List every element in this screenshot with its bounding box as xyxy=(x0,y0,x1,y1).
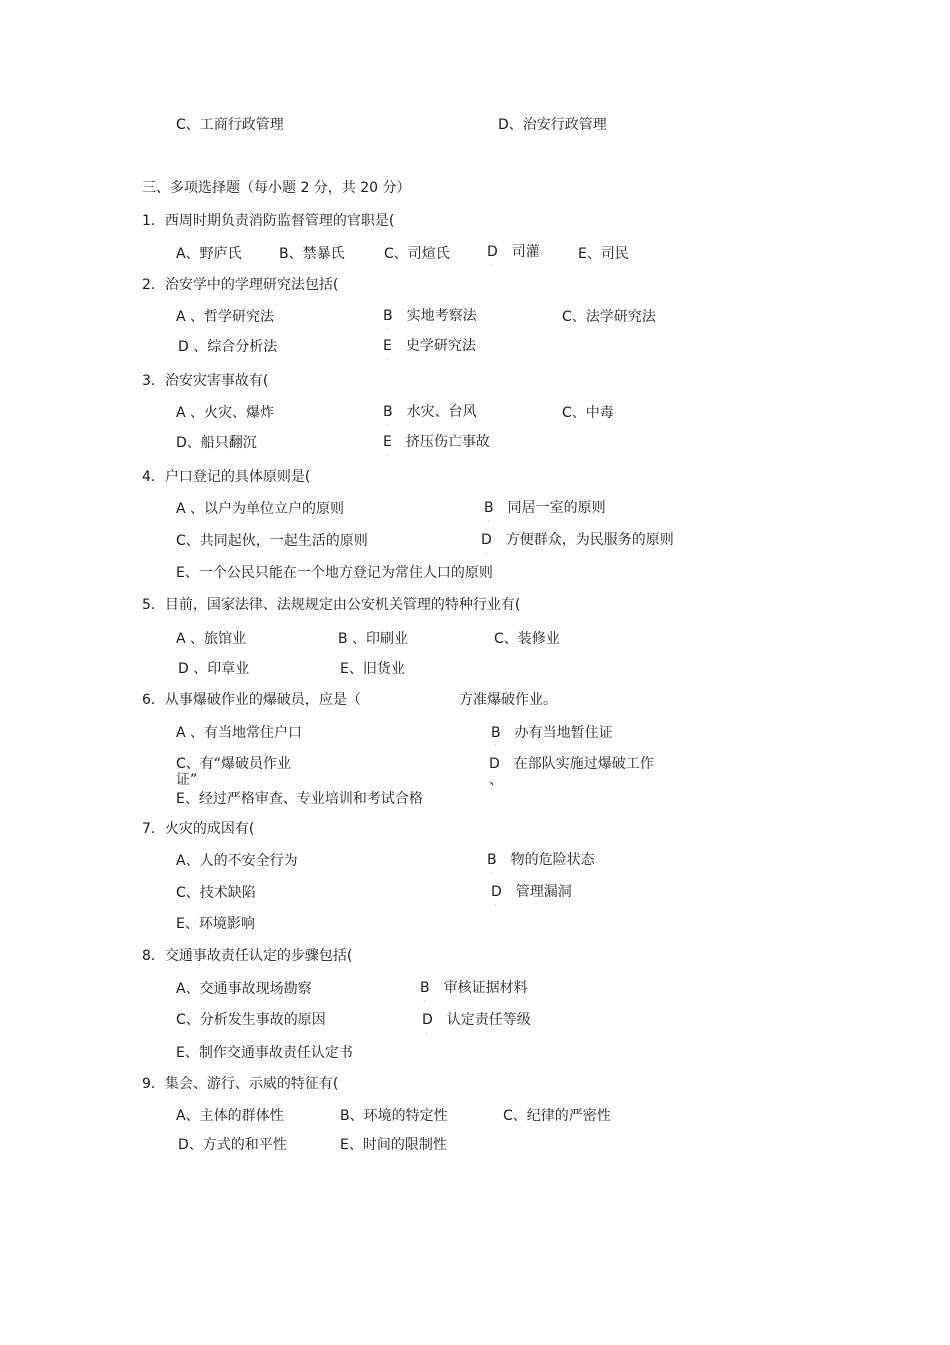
q3-option-a: A 、火灾、爆炸 xyxy=(176,405,275,421)
q4-option-e: E、一个公民只能在一个地方登记为常住人口的原则 xyxy=(176,565,493,581)
q9-option-d: D、方式的和平性 xyxy=(178,1137,287,1153)
q3-option-d: D、船只翻沉 xyxy=(176,435,257,451)
question-2-stem: 2．治安学中的学理研究法包括( xyxy=(142,277,339,293)
scan-dot: · xyxy=(386,325,389,334)
q8-option-b: B 审核证据材料 xyxy=(420,980,528,996)
option-c-prev: C、工商行政管理 xyxy=(176,117,284,133)
q8-option-a: A、交通事故现场勘察 xyxy=(176,981,312,997)
q1-option-b: B、禁暴氏 xyxy=(279,246,345,262)
question-5-stem: 5．目前，国家法律、法规规定由公安机关管理的特种行业有( xyxy=(142,597,521,613)
q6-option-c: C、有“爆破员作业 xyxy=(176,756,292,772)
q9-option-e: E、时间的限制性 xyxy=(340,1137,447,1153)
scan-dot: · xyxy=(490,869,493,878)
q8-option-d: D 认定责任等级 xyxy=(422,1012,531,1028)
scan-dot: · xyxy=(490,261,493,270)
q6-option-e: E、经过严格审查、专业培训和考试合格 xyxy=(176,791,423,807)
q6-option-a: A 、有当地常住户口 xyxy=(176,725,303,741)
q4-option-c: C、共同起伙，一起生活的原则 xyxy=(176,533,368,549)
q5-option-b: B 、印刷业 xyxy=(338,631,409,647)
q7-option-c: C、技术缺陷 xyxy=(176,885,256,901)
scan-dot: · xyxy=(386,421,389,430)
question-9-stem: 9．集会、游行、示威的特征有( xyxy=(142,1076,339,1092)
q6-option-c-wrap: 证” xyxy=(176,772,198,788)
q6-option-d-wrap: 、 xyxy=(489,772,503,788)
section-title: 三、多项选择题（每小题 2 分，共 20 分） xyxy=(142,180,411,196)
q3-option-c: C、中毒 xyxy=(562,405,614,421)
question-3-stem: 3．治安灾害事故有( xyxy=(142,373,269,389)
scan-dot: · xyxy=(494,901,497,910)
q2-option-e: E 史学研究法 xyxy=(383,338,476,354)
q3-option-e: E 挤压伤亡事故 xyxy=(383,434,490,450)
question-7-stem: 7．火灾的成因有( xyxy=(142,821,255,837)
q5-option-c: C、装修业 xyxy=(494,631,560,647)
scan-dot: · xyxy=(386,355,389,364)
q7-option-d: D 管理漏洞 xyxy=(491,884,572,900)
q2-option-a: A 、哲学研究法 xyxy=(176,309,275,325)
q6-option-d: D 在部队实施过爆破工作 xyxy=(489,756,654,772)
question-4-stem: 4．户口登记的具体原则是( xyxy=(142,469,311,485)
q7-option-a: A、人的不安全行为 xyxy=(176,853,298,869)
q1-option-c: C、司煊氏 xyxy=(384,246,450,262)
question-1-stem: 1．西周时期负责消防监督管理的官职是( xyxy=(142,213,395,229)
scan-dot: · xyxy=(494,741,497,750)
q1-option-d: D 司灌 xyxy=(487,244,540,260)
q8-option-c: C、分析发生事故的原因 xyxy=(176,1012,326,1028)
q5-option-d: D 、印章业 xyxy=(178,661,250,677)
scan-dot: · xyxy=(484,549,487,558)
scan-dot: · xyxy=(425,1029,428,1038)
q3-option-b: B 水灾、台风 xyxy=(383,404,477,420)
q5-option-a: A 、旅馆业 xyxy=(176,631,247,647)
scan-dot: · xyxy=(386,451,389,460)
q1-option-a: A、野庐氏 xyxy=(176,246,242,262)
scan-dot: · xyxy=(423,997,426,1006)
q1-option-e: E、司民 xyxy=(578,246,629,262)
q4-option-a: A 、以户为单位立户的原则 xyxy=(176,501,345,517)
q2-option-b: B 实地考察法 xyxy=(383,308,477,324)
q2-option-d: D 、综合分析法 xyxy=(178,339,278,355)
question-6-stem: 6．从事爆破作业的爆破员，应是（ xyxy=(142,692,361,708)
q4-option-b: B 同居一室的原则 xyxy=(484,500,606,516)
option-d-prev: D、治安行政管理 xyxy=(498,117,607,133)
q8-option-e: E、制作交通事故责任认定书 xyxy=(176,1045,353,1061)
q9-option-b: B、环境的特定性 xyxy=(340,1108,448,1124)
q7-option-b: B 物的危险状态 xyxy=(487,852,595,868)
question-8-stem: 8．交通事故责任认定的步骤包括( xyxy=(142,948,353,964)
q4-option-d: D 方便群众，为民服务的原则 xyxy=(481,532,674,548)
q9-option-c: C、纪律的严密性 xyxy=(503,1108,611,1124)
question-6-stem-tail: 方准爆破作业。 xyxy=(459,692,557,708)
q6-option-b: B 办有当地暂住证 xyxy=(491,725,613,741)
q2-option-c: C、法学研究法 xyxy=(562,309,656,325)
scan-dot: · xyxy=(487,517,490,526)
q7-option-e: E、环境影响 xyxy=(176,916,255,932)
q9-option-a: A、主体的群体性 xyxy=(176,1108,284,1124)
q5-option-e: E、旧货业 xyxy=(340,661,405,677)
